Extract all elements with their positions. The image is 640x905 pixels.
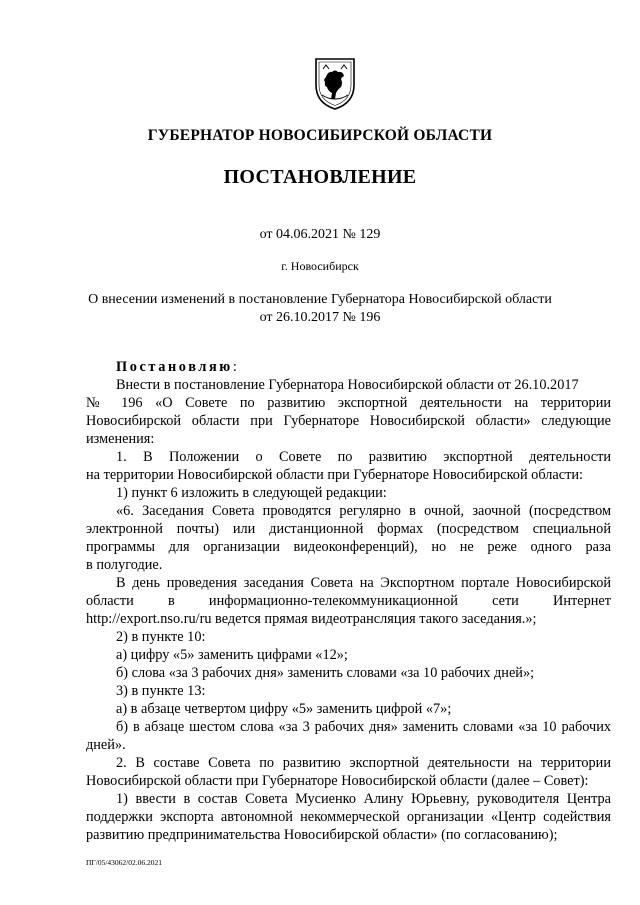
paragraph-line: электронной почты) или дистанционной формах (посредством специальной [86,521,611,537]
paragraph: 2) в пункте 10: [116,629,206,645]
paragraph-line: в полугодие. [86,557,163,573]
decree-heading [86,358,611,376]
subject-line: О внесении изменений в постановление Губернатора Новосибирской области [88,292,552,307]
paragraph-line: области в информационно-телекоммуникационной сети Интернет [86,593,611,609]
subject-line: от 26.10.2017 № 196 [259,310,381,325]
paragraph: 3) в пункте 13: [116,683,206,699]
paragraph-line: Новосибирской области при Губернаторе Новосибирской области» следующие [86,413,611,429]
paragraph: «6. Заседания Совета проводятся регулярно в очной, заочной (посредством [116,503,611,519]
decree-colon: : [232,359,237,375]
paragraph-line: http://export.nso.ru/ru ведется прямая видеотрансляция такого заседания.»; [86,611,537,627]
paragraph-line: развитию предпринимательства Новосибирской области» (по согласованию); [86,827,558,843]
paragraph-line: № 196 «О Совете по развитию экспортной деятельности на территории [86,395,611,411]
paragraph: а) цифру «5» заменить цифрами «12»; [116,647,348,663]
paragraph-line: изменения: [86,431,155,447]
paragraph-line: дней». [86,737,126,753]
document-subject [0,291,640,327]
paragraph: 2. В составе Совета по развитию экспортной деятельности на территории [116,755,611,771]
paragraph: б) слова «за 3 рабочих дня» заменить словами «за 10 рабочих дней»; [116,665,535,681]
document-type: ПОСТАНОВЛЕНИЕ [223,166,417,188]
paragraph-line: программы для организации видеоконференций), но не реже одного раза [86,539,611,555]
paragraph: 1) ввести в состав Совета Мусиенко Алину Юрьевну, руководителя Центра [116,791,611,807]
paragraph-line: на территории Новосибирской области при Губернаторе Новосибирской области: [86,467,583,483]
paragraph: В день проведения заседания Совета на Экспортном портале Новосибирской [116,575,611,591]
issuing-authority: ГУБЕРНАТОР НОВОСИБИРСКОЙ ОБЛАСТИ [147,127,493,144]
paragraph: 1. В Положении о Совете по развитию экспортной деятельности [116,449,611,465]
document-body [86,358,611,844]
document-code: ПГ/05/43062/02.06.2021 [86,858,163,867]
paragraph: б) в абзаце шестом слова «за 3 рабочих дня» заменить словами «за 10 рабочих [116,719,611,735]
paragraph: 1) пункт 6 изложить в следующей редакции: [116,485,387,501]
paragraph-line: Новосибирской области при Губернаторе Новосибирской области (далее – Совет): [86,773,589,789]
paragraph: а) в абзаце четвертом цифру «5» заменить цифрой «7»; [116,701,452,717]
decree-word: Постановляю [116,359,233,375]
paragraph: Внести в постановление Губернатора Новосибирской области от 26.10.2017 [116,377,579,393]
date-and-number: от 04.06.2021 № 129 [259,227,381,242]
paragraph-line: поддержки экспорта автономной некоммерческой организации «Центр содействия [86,809,611,825]
coat-of-arms-emblem [313,55,357,111]
city: г. Новосибирск [281,259,359,273]
